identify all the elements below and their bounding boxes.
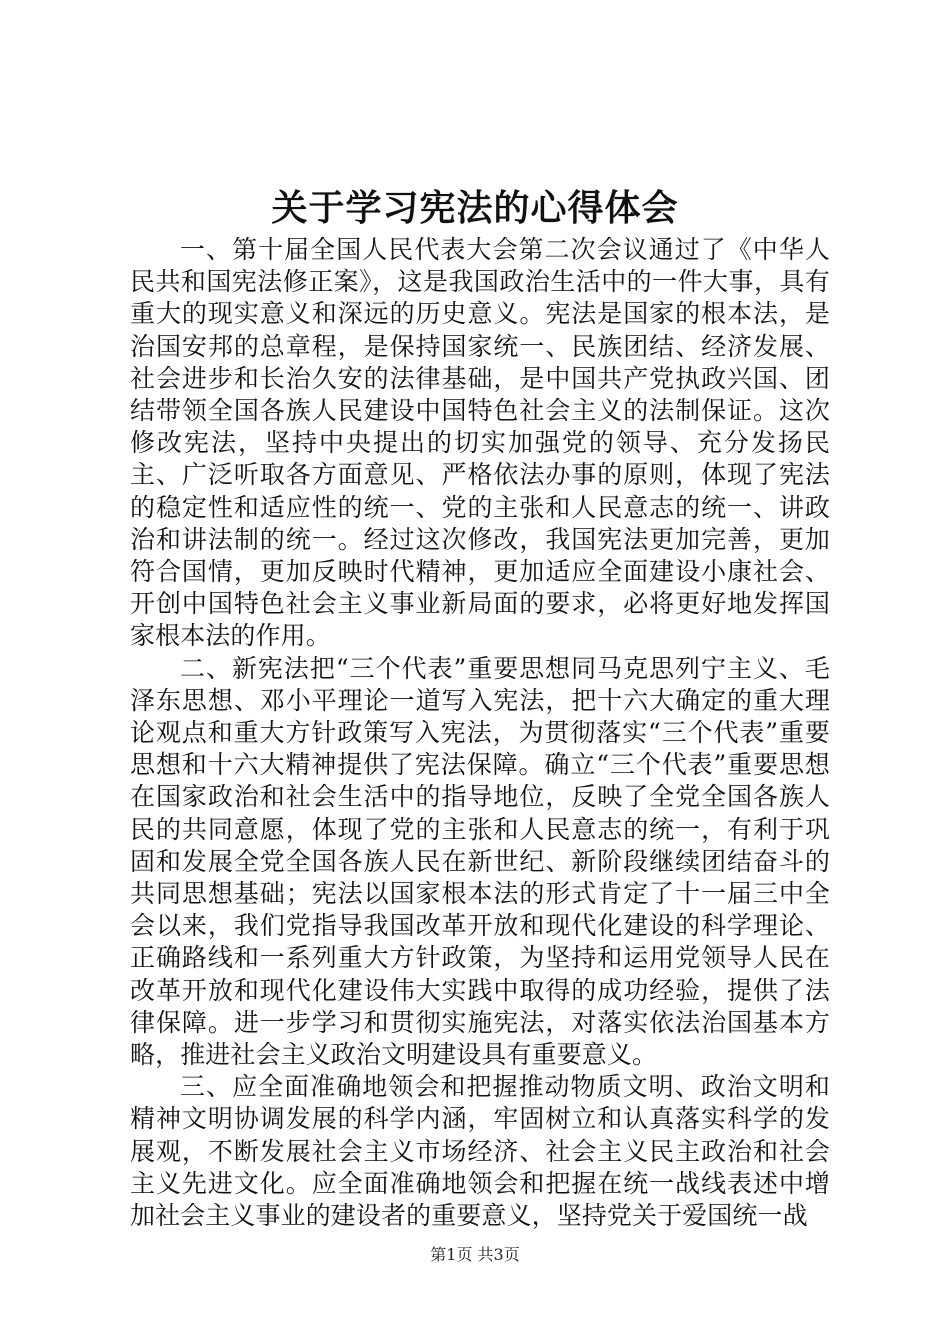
paragraph-1: 一、第十届全国人民代表大会第二次会议通过了《中华人民共和国宪法修正案》，这是我国政治生活中的一件大事，具有重大的现实意义和深远的历史意义。宪法是国家的根本法，是治国安邦的总章程，是保持国家统一、民族团结、经济发展、社会进步和长治久安的法律基础，是中国共产党执政兴国、团结带领全国各族人民建设中国特色社会主义的法制保证。这次修改宪法，坚持中央提出的切实加强党的领导、充分发扬民主、广泛听取各方面意见、严格依法办事的原则，体现了宪法的稳定性和适应性的统一、党的主张和人民意志的统一、讲政治和讲法制的统一。经过这次修改，我国宪法更加完善，更加符合国情，更加反映时代精神，更加适应全面建设小康社会、开创中国特色社会主义事业新局面的要求，必将更好地发挥国家根本法的作用。 [130,235,830,651]
page-footer: 第1页 共3页 [430,1245,520,1264]
paragraph-2: 二、新宪法把“三个代表”重要思想同马克思列宁主义、毛泽东思想、邓小平理论一道写入宪法，把十六大确定的重大理论观点和重大方针政策写入宪法，为贯彻落实“三个代表”重要思想和十六大精神提供了宪法保障。确立“三个代表”重要思想在国家政治和社会生活中的指导地位，反映了全党全国各族人民的共同意愿，体现了党的主张和人民意志的统一，有利于巩固和发展全党全国各族人民在新世纪、新阶段继续团结奋斗的共同思想基础；宪法以国家根本法的形式肯定了十一届三中全会以来，我们党指导我国改革开放和现代化建设的科学理论、正确路线和一系列重大方针政策，为坚持和运用党领导人民在改革开放和现代化建设伟大实践中取得的成功经验，提供了法律保障。进一步学习和贯彻实施宪法，对落实依法治国基本方略，推进社会主义政治文明建设具有重要意义。 [130,653,830,1070]
document-body [130,234,830,1232]
document-title: 关于学习宪法的心得体会 [271,187,679,229]
paragraph-3: 三、应全面准确地领会和把握推动物质文明、政治文明和精神文明协调发展的科学内涵，牢固树立和认真落实科学的发展观，不断发展社会主义市场经济、社会主义民主政治和社会主义先进文化。应全面准确地领会和把握在统一战线表述中增加社会主义事业的建设者的重要意义，坚持党关于爱国统一战 [130,1072,830,1231]
